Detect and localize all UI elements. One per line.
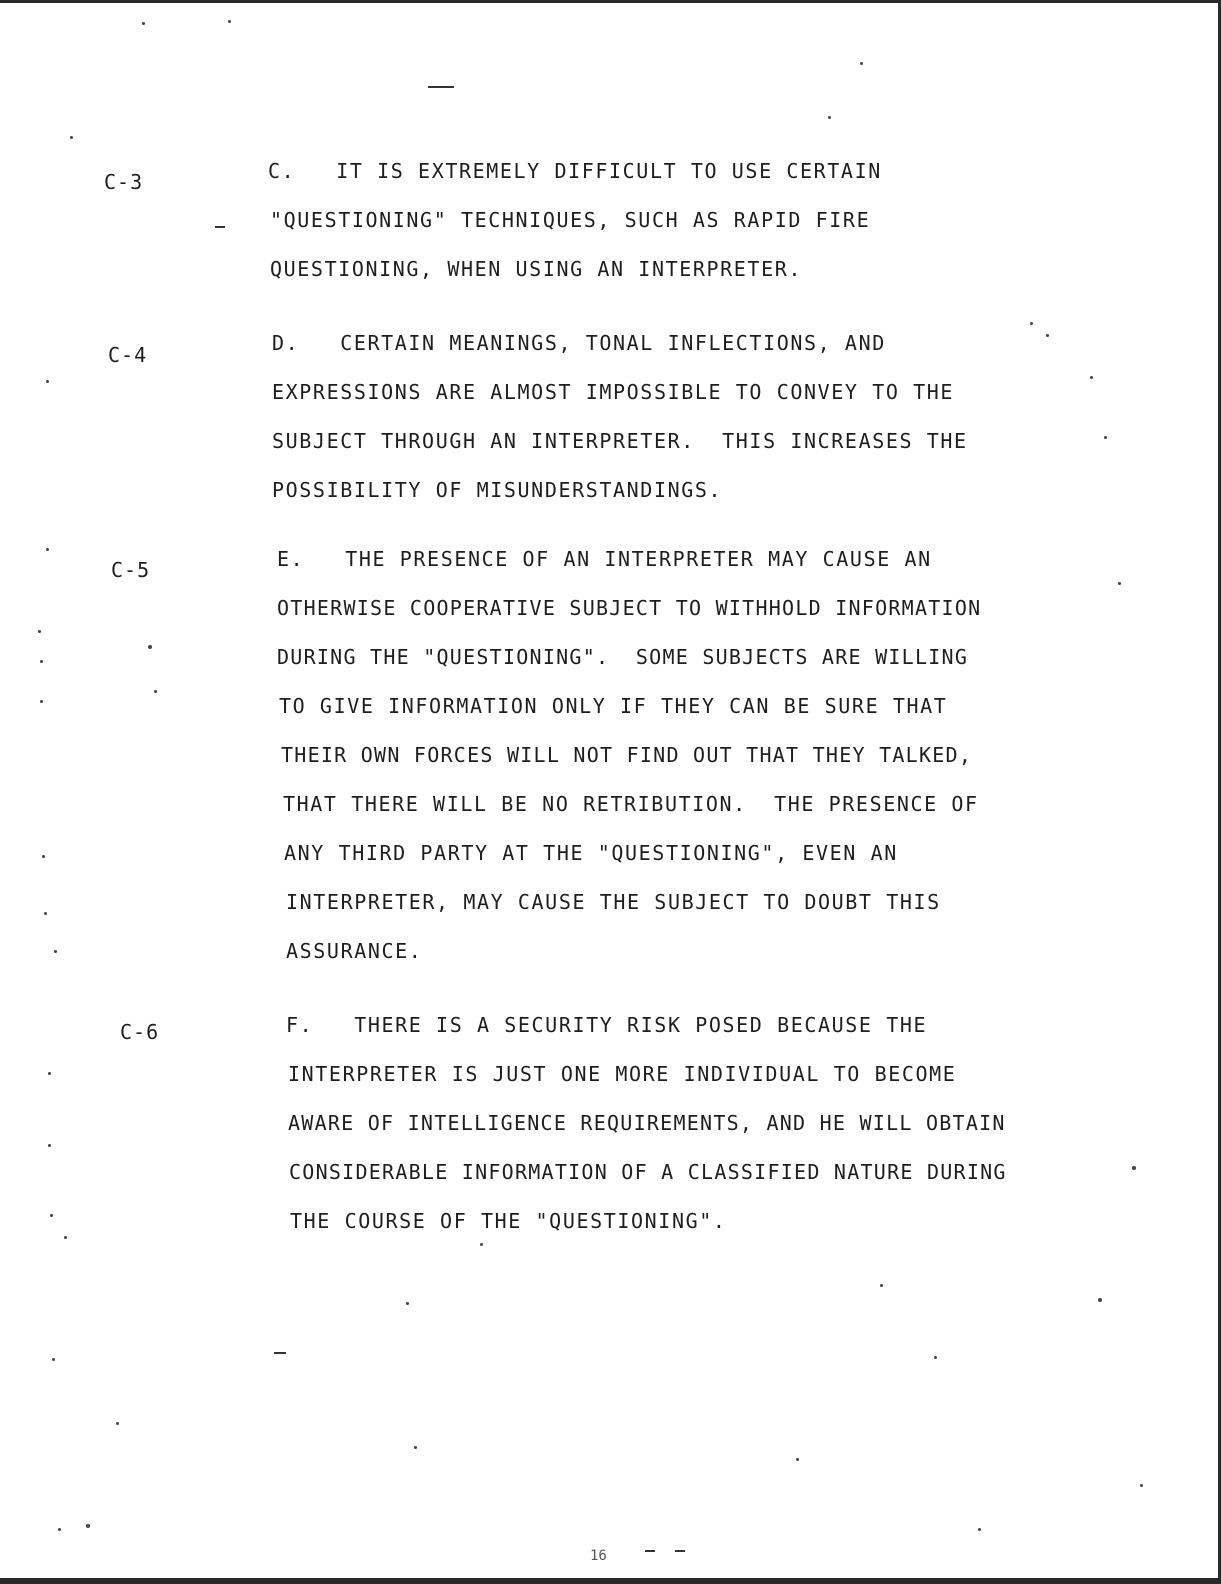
scan-speck [46, 548, 49, 551]
scan-speck [50, 1214, 53, 1217]
margin-label-c5: C-5 [111, 558, 151, 582]
paragraph-line: QUESTIONING, WHEN USING AN INTERPRETER. [270, 257, 802, 281]
scan-speck [48, 1144, 51, 1147]
paragraph-line: E. THE PRESENCE OF AN INTERPRETER MAY CAUSE AN [277, 547, 932, 571]
paragraph-f [286, 1001, 1007, 1246]
scan-speck [796, 1458, 799, 1461]
paragraph-line: TO GIVE INFORMATION ONLY IF THEY CAN BE SURE THAT [279, 694, 948, 718]
paragraph-line: F. THERE IS A SECURITY RISK POSED BECAUSE THE [286, 1013, 928, 1037]
scan-speck [828, 116, 831, 119]
paragraph-line: ASSURANCE. [286, 939, 423, 963]
scan-speck [1046, 334, 1049, 337]
scan-speck [1140, 1484, 1143, 1487]
scan-speck [70, 136, 73, 139]
margin-label-c6: C-6 [120, 1020, 160, 1044]
scan-speck [148, 645, 152, 649]
paragraph-line: D. CERTAIN MEANINGS, TONAL INFLECTIONS, AND [272, 331, 886, 355]
scan-bottom-edge [0, 1578, 1221, 1584]
paragraph-line: ANY THIRD PARTY AT THE "QUESTIONING", EVEN AN [284, 841, 898, 865]
paragraph-line: C. IT IS EXTREMELY DIFFICULT TO USE CERTAIN [268, 159, 882, 183]
scan-speck [40, 660, 43, 663]
scan-speck [116, 1422, 119, 1425]
paragraph-line: "QUESTIONING" TECHNIQUES, SUCH AS RAPID FIRE [270, 208, 871, 232]
scan-mark [274, 1352, 286, 1354]
scan-speck [142, 22, 145, 25]
scan-speck [934, 1356, 937, 1359]
paragraph-line: THAT THERE WILL BE NO RETRIBUTION. THE PRESENCE OF [283, 792, 979, 816]
scan-mark [428, 86, 454, 88]
scan-mark [675, 1550, 685, 1552]
paragraph-line: POSSIBILITY OF MISUNDERSTANDINGS. [272, 478, 723, 502]
paragraph-line: SUBJECT THROUGH AN INTERPRETER. THIS INCREASES THE [272, 429, 968, 453]
scan-speck [228, 20, 231, 23]
page-number: 16 [590, 1548, 607, 1564]
scan-speck [414, 1446, 417, 1449]
scan-speck [1030, 322, 1033, 325]
scan-speck [54, 950, 57, 953]
paragraph-e [277, 535, 981, 976]
paragraph-line: DURING THE "QUESTIONING". SOME SUBJECTS ARE WILLING [277, 645, 969, 669]
paragraph-line: CONSIDERABLE INFORMATION OF A CLASSIFIED NATURE DURING [289, 1160, 1007, 1184]
scan-speck [1132, 1166, 1136, 1170]
scan-speck [46, 380, 49, 383]
scan-speck [1090, 376, 1093, 379]
scan-speck [40, 700, 43, 703]
scan-speck [1098, 1298, 1102, 1302]
paragraph-line: OTHERWISE COOPERATIVE SUBJECT TO WITHHOLD INFORMATION [277, 596, 982, 620]
scan-speck [42, 855, 45, 858]
scan-speck [978, 1528, 981, 1531]
scan-speck [1118, 582, 1121, 585]
scan-speck [64, 1236, 67, 1239]
scan-speck [860, 62, 863, 65]
scan-speck [406, 1302, 409, 1305]
paragraph-line: THEIR OWN FORCES WILL NOT FIND OUT THAT THEY TALKED, [281, 743, 973, 767]
scan-speck [1104, 436, 1107, 439]
scan-speck [880, 1284, 883, 1287]
paragraph-d [272, 319, 968, 515]
paragraph-line: THE COURSE OF THE "QUESTIONING". [290, 1209, 727, 1233]
margin-label-c4: C-4 [108, 343, 148, 367]
paragraph-line: AWARE OF INTELLIGENCE REQUIREMENTS, AND HE WILL OBTAIN [288, 1111, 1006, 1135]
scan-speck [58, 1528, 61, 1531]
paragraph-line: INTERPRETER, MAY CAUSE THE SUBJECT TO DOUBT THIS [286, 890, 941, 914]
paragraph-line: EXPRESSIONS ARE ALMOST IMPOSSIBLE TO CONVEY TO THE [272, 380, 955, 404]
margin-label-c3: C-3 [104, 170, 144, 194]
scan-speck [38, 630, 41, 633]
scan-speck [154, 690, 157, 693]
scan-speck [52, 1358, 55, 1361]
scan-mark [215, 226, 225, 228]
scan-speck [86, 1524, 90, 1528]
scan-speck [44, 912, 47, 915]
scan-speck [48, 1072, 51, 1075]
paragraph-line: INTERPRETER IS JUST ONE MORE INDIVIDUAL TO BECOME [288, 1062, 957, 1086]
paragraph-c [268, 147, 882, 294]
scan-top-edge [0, 0, 1221, 3]
scan-mark [645, 1550, 655, 1552]
